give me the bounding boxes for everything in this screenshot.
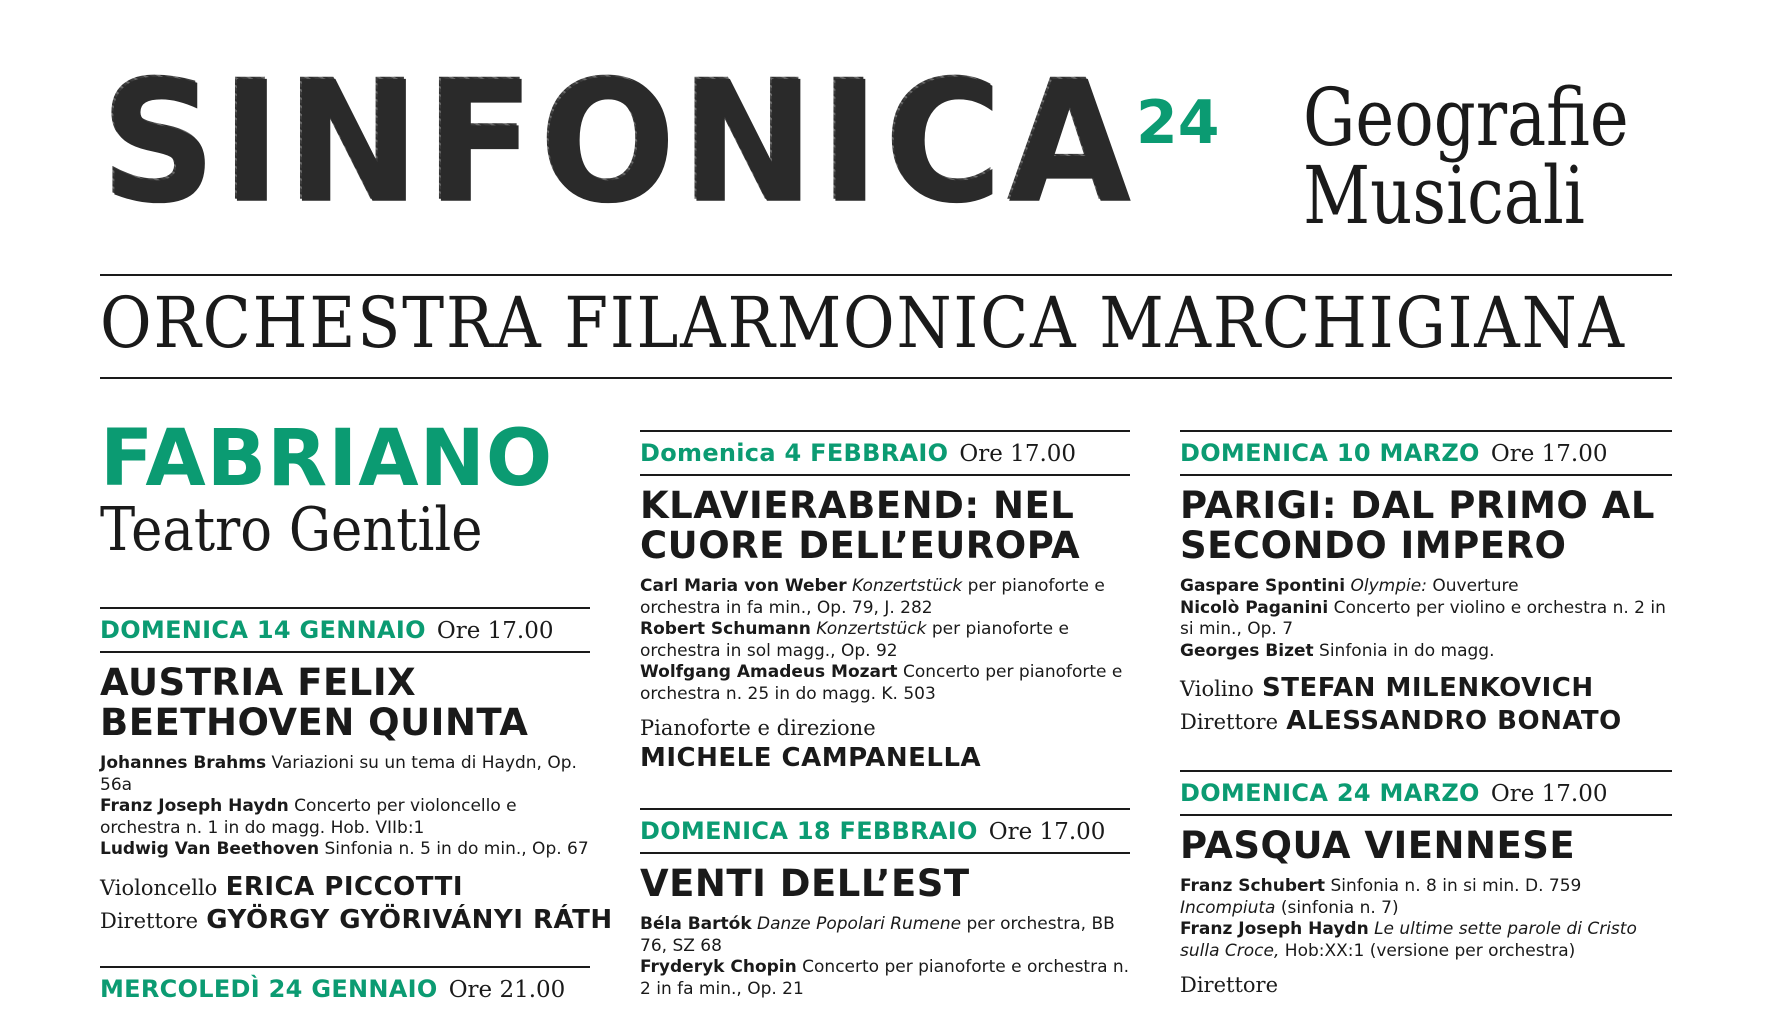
programme-item (100, 839, 590, 861)
performer-role: Violoncello (100, 875, 218, 900)
performer-row (1180, 672, 1672, 705)
work: Concerto per pianoforte e orchestra n. 25 in do magg. K. 503 (640, 662, 1123, 704)
event-feb4 (640, 430, 1130, 775)
performer-name: ERICA PICCOTTI (225, 871, 464, 902)
event-day: Domenica 4 FEBBRAIO (640, 439, 949, 467)
performer-row (1180, 705, 1672, 738)
event-programme (640, 914, 1130, 1000)
event-rule-bottom (1180, 814, 1672, 816)
performer-role: Pianoforte e direzione (640, 716, 876, 740)
event-title-line2: CUORE DELL’EUROPA (640, 524, 1081, 567)
event-title (100, 663, 590, 743)
work: Sinfonia n. 5 in do min., Op. 67 (324, 839, 589, 859)
event-day: DOMENICA 24 MARZO (1180, 779, 1480, 807)
event-title-line1: AUSTRIA FELIX (100, 661, 417, 704)
event-mar10 (1180, 430, 1672, 738)
composer: Ludwig Van Beethoven (100, 839, 320, 859)
performer-row (100, 904, 613, 937)
performer-name: GYÖRGY GYÖRIVÁNYI RÁTH (206, 904, 613, 935)
event-title-line1: KLAVIERABEND: NEL (640, 484, 1075, 527)
work-title: Konzertstück (852, 576, 963, 596)
performer-row (100, 871, 590, 904)
orchestra-name: ORCHESTRA FILARMONICA MARCHIGIANA (100, 282, 1626, 364)
composer: Robert Schumann (640, 619, 811, 639)
performer-role: Violino (1180, 677, 1254, 701)
composer: Johannes Brahms (100, 753, 267, 773)
event-title-line2: BEETHOVEN QUINTA (100, 701, 529, 744)
event-day: DOMENICA 10 MARZO (1180, 439, 1480, 467)
event-programme (100, 753, 590, 861)
performer-name: STEFAN MILENKOVICH (1262, 673, 1594, 703)
composer: Franz Schubert (1180, 876, 1326, 896)
performer-role: Direttore (1180, 710, 1279, 734)
work-title: Konzertstück (816, 619, 927, 639)
composer: Gaspare Spontini (1180, 576, 1346, 596)
composer: Wolfgang Amadeus Mozart (640, 662, 898, 682)
event-title-line1: VENTI DELL’EST (640, 862, 970, 905)
brand-logo-sinfonica: SINFONICA (100, 43, 1136, 239)
performer-role: Direttore (1180, 973, 1279, 997)
work: Sinfonia n. 8 in si min. D. 759 (1330, 876, 1582, 896)
event-programme (640, 576, 1130, 705)
event-programme (1180, 876, 1672, 962)
work-note: (sinfonia n. 7) (1280, 897, 1399, 918)
event-rule-bottom (100, 651, 590, 653)
composer: Nicolò Paganini (1180, 597, 1329, 618)
performer-name: MICHELE CAMPANELLA (640, 743, 982, 773)
edition-number: 24 (1136, 88, 1220, 158)
event-date-row (100, 609, 590, 651)
event-date-row (640, 810, 1130, 852)
programme-item (1180, 876, 1672, 919)
event-day: DOMENICA 14 GENNAIO (100, 616, 426, 644)
event-rule-bottom (640, 474, 1130, 476)
work: Variazioni su un tema di Haydn, Op. 56a (100, 753, 577, 795)
event-date-row (640, 432, 1130, 474)
event-time: Ore 17.00 (959, 441, 1077, 467)
subtitle-musicali: Musicali (1303, 149, 1585, 242)
work: Hob:XX:1 (versione per orchestra) (1284, 940, 1576, 961)
event-time: Ore 17.00 (1490, 441, 1608, 467)
work: Concerto per pianoforte e orchestra n. 2 in fa min., Op. 21 (640, 957, 1130, 999)
event-time: Ore 17.00 (988, 819, 1106, 845)
programme-item (1180, 598, 1672, 641)
programme-item (640, 576, 1130, 619)
programme-item (640, 619, 1130, 662)
work: Concerto per violino e orchestra n. 2 in si min., Op. 7 (1180, 597, 1666, 639)
composer: Béla Bartók (640, 914, 752, 934)
work: Ouverture (1432, 576, 1519, 596)
city-name: FABRIANO (100, 414, 554, 504)
event-title-line1: PARIGI: DAL PRIMO AL (1180, 484, 1655, 527)
work-title: Olympie: (1350, 576, 1427, 596)
composer: Fryderyk Chopin (640, 957, 797, 977)
event-time: Ore 17.00 (1490, 781, 1608, 807)
divider-bottom (100, 377, 1672, 379)
programme-item (640, 914, 1130, 957)
event-time: Ore 21.00 (448, 977, 566, 1003)
programme-item (1180, 576, 1672, 598)
event-jan24 (100, 966, 590, 1010)
composer: Carl Maria von Weber (640, 576, 847, 596)
composer: Georges Bizet (1180, 640, 1314, 661)
event-feb18 (640, 808, 1130, 1000)
programme-item (640, 662, 1130, 705)
work-title: Danze Popolari Rumene (757, 914, 962, 934)
event-jan14 (100, 607, 613, 937)
event-title (1180, 826, 1672, 866)
programme-item (1180, 919, 1672, 962)
composer: Franz Joseph Haydn (100, 796, 289, 816)
performer-role: Direttore (100, 908, 199, 933)
work: per pianoforte e orchestra in sol magg., Op. 92 (640, 619, 1070, 661)
event-date-row (1180, 772, 1672, 814)
event-title (640, 486, 1130, 566)
divider-top (100, 274, 1672, 276)
programme-item (100, 753, 590, 796)
work-title: Incompiuta (1180, 897, 1276, 918)
event-rule-bottom (640, 852, 1130, 854)
programme-item (1180, 641, 1672, 663)
programme-item (640, 957, 1130, 1000)
event-title (640, 864, 1130, 904)
event-title-line1: PASQUA VIENNESE (1180, 824, 1576, 867)
work: Concerto per violoncello e orchestra n. 1 in do magg. Hob. VIIb:1 (100, 796, 517, 838)
event-date-row (100, 968, 590, 1010)
subtitle-geografie: Geografie (1303, 71, 1629, 164)
event-programme (1180, 576, 1672, 662)
work-title: Le ultime sette parole di Cristo sulla Croce, (1180, 919, 1637, 961)
performer-name: ALESSANDRO BONATO (1286, 706, 1622, 736)
event-time: Ore 17.00 (436, 618, 554, 644)
event-title (1180, 486, 1672, 566)
event-title-line2: SECONDO IMPERO (1180, 524, 1567, 567)
event-mar24 (1180, 770, 1672, 998)
work: per pianoforte e orchestra in fa min., Op. 79, J. 282 (640, 576, 1105, 618)
event-day: MERCOLEDÌ 24 GENNAIO (100, 975, 438, 1003)
work: Sinfonia in do magg. (1319, 640, 1495, 661)
programme-item (100, 796, 590, 839)
event-date-row (1180, 432, 1672, 474)
work: per orchestra, BB 76, SZ 68 (640, 914, 1115, 956)
venue-name: Teatro Gentile (100, 495, 483, 565)
composer: Franz Joseph Haydn (1180, 919, 1369, 939)
event-rule-bottom (1180, 474, 1672, 476)
event-day: DOMENICA 18 FEBBRAIO (640, 817, 978, 845)
